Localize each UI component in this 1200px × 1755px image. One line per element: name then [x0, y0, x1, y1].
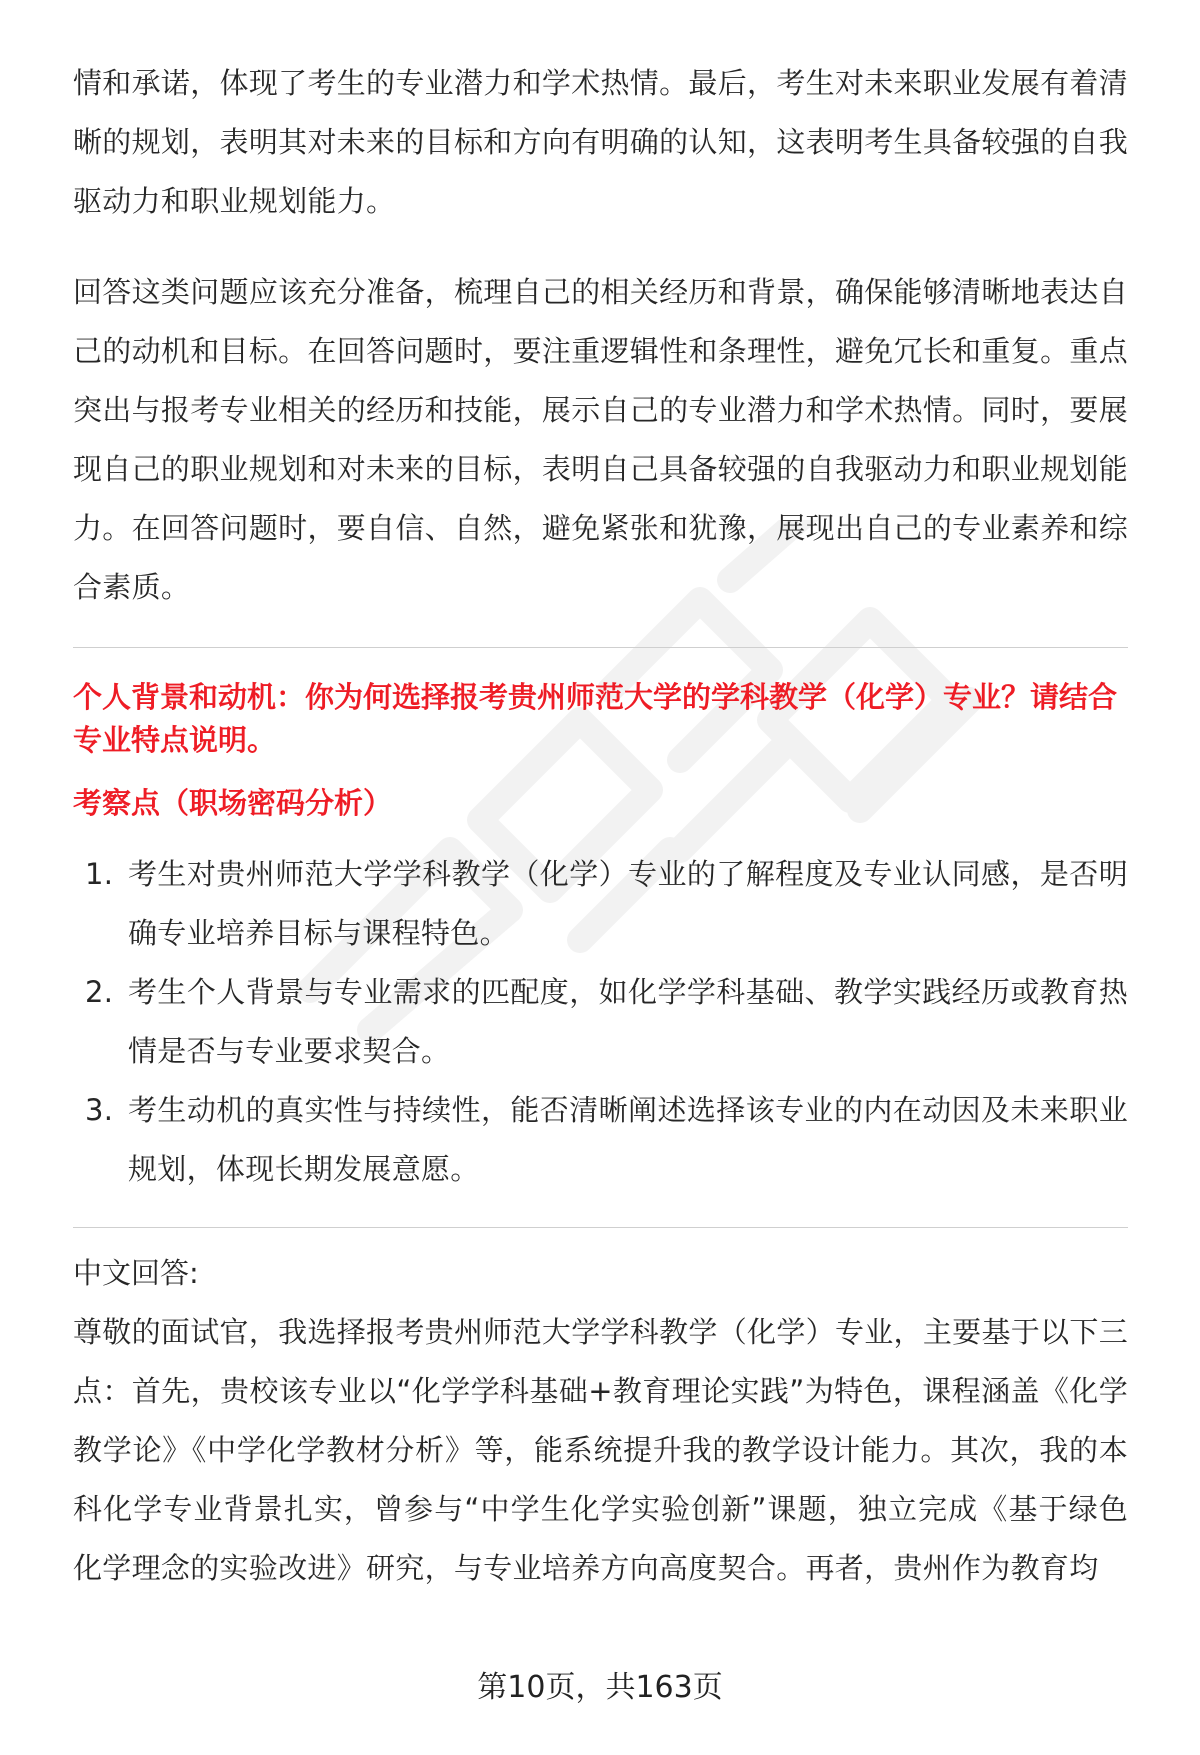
page-number-footer: 第10页，共163页	[477, 1670, 723, 1705]
answer-label: 中文回答:	[73, 1256, 199, 1290]
list-item: 1. 考生对贵州师范大学学科教学（化学）专业的了解程度及专业认同感，是否明确专业培养目标与课程特色。	[85, 857, 1128, 950]
list-item: 2. 考生个人背景与专业需求的匹配度，如化学学科基础、教学实践经历或教育热情是否与专业要求契合。	[85, 975, 1128, 1068]
assessment-subheading: 考察点（职场密码分析）	[73, 786, 393, 820]
page-content	[73, 54, 1128, 1598]
answer-paragraph: 尊敬的面试官，我选择报考贵州师范大学学科教学（化学）专业，主要基于以下三点：首先，贵校该专业以“化学学科基础+教育理论实践”为特色，课程涵盖《化学教学论》《中学化学教材分析》等，能系统提升我的教学设计能力。其次，我的本科化学专业背景扎实，曾参与“中学生化学实验创新”课题，独立完成《基于绿色化学理念的实验改进》研究，与专业培养方向高度契合。再者，贵州作为教育均	[73, 1315, 1128, 1585]
assessment-points-list	[73, 845, 1128, 1199]
question-heading: 个人背景和动机：你为何选择报考贵州师范大学的学科教学（化学）专业？请结合专业特点说明。	[73, 680, 1118, 757]
paragraph-conclusion: 情和承诺，体现了考生的专业潜力和学术热情。最后，考生对未来职业发展有着清晰的规划，表明其对未来的目标和方向有明确的认知，这表明考生具备较强的自我驱动力和职业规划能力。	[73, 66, 1128, 218]
list-item: 3. 考生动机的真实性与持续性，能否清晰阐述选择该专业的内在动因及未来职业规划，体现长期发展意愿。	[85, 1093, 1128, 1186]
paragraph-advice: 回答这类问题应该充分准备，梳理自己的相关经历和背景，确保能够清晰地表达自己的动机和目标。在回答问题时，要注重逻辑性和条理性，避免冗长和重复。重点突出与报考专业相关的经历和技能，展示自己的专业潜力和学术热情。同时，要展现自己的职业规划和对未来的目标，表明自己具备较强的自我驱动力和职业规划能力。在回答问题时，要自信、自然，避免紧张和犹豫，展现出自己的专业素养和综合素质。	[73, 275, 1128, 604]
